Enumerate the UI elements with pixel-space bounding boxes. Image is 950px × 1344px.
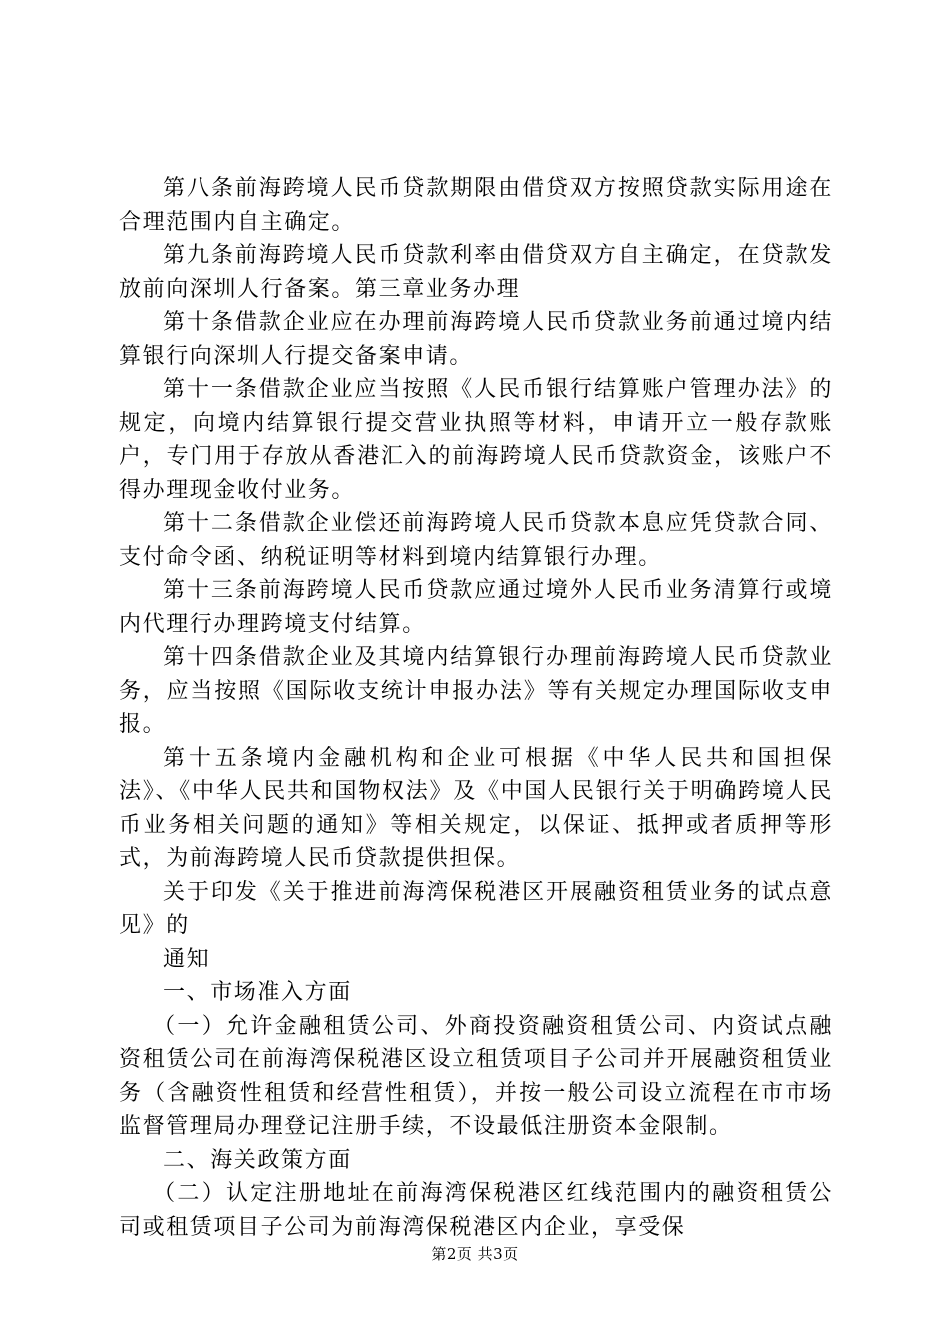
paragraph-article-13: 第十三条前海跨境人民币贷款应通过境外人民币业务清算行或境内代理行办理跨境支付结算。 [119, 578, 833, 637]
paragraph-article-11: 第十一条借款企业应当按照《人民币银行结算账户管理办法》的规定，向境内结算银行提交营业执照等材料，申请开立一般存款账户，专门用于存放从香港汇入的前海跨境人民币贷款资金，该账户不得办理现金收付业务。 [119, 377, 833, 503]
notice-title-line-1: 关于印发《关于推进前海湾保税港区开展融资租赁业务的试点意见》的 [119, 879, 833, 938]
paragraph-article-9: 第九条前海跨境人民币贷款利率由借贷双方自主确定，在贷款发放前向深圳人行备案。第三章业务办理 [119, 243, 833, 302]
section-heading-customs-policy: 二、海关政策方面 [163, 1147, 352, 1173]
section-heading-market-access: 一、市场准入方面 [163, 980, 352, 1005]
paragraph-article-15: 第十五条境内金融机构和企业可根据《中华人民共和国担保法》、《中华人民共和国物权法》及《中国人民银行关于明确跨境人民币业务相关问题的通知》等相关规定，以保证、抵押或者质押等形式，为前海跨境人民币贷款提供担保。 [119, 745, 833, 871]
notice-title-line-2: 通知 [163, 946, 211, 972]
document-body [119, 172, 833, 1244]
paragraph-article-10: 第十条借款企业应在办理前海跨境人民币贷款业务前通过境内结算银行向深圳人行提交备案申请。 [119, 310, 833, 369]
page-number-footer: 第2页 共3页 [431, 1245, 519, 1263]
paragraph-item-2: （二）认定注册地址在前海湾保税港区红线范围内的融资租赁公司或租赁项目子公司为前海湾保税港区内企业，享受保 [119, 1181, 833, 1240]
paragraph-article-8: 第八条前海跨境人民币贷款期限由借贷双方按照贷款实际用途在合理范围内自主确定。 [119, 176, 833, 235]
paragraph-article-12: 第十二条借款企业偿还前海跨境人民币贷款本息应凭贷款合同、支付命令函、纳税证明等材料到境内结算银行办理。 [119, 511, 833, 570]
paragraph-item-1: （一）允许金融租赁公司、外商投资融资租赁公司、内资试点融资租赁公司在前海湾保税港区设立租赁项目子公司并开展融资租赁业务（含融资性租赁和经营性租赁），并按一般公司设立流程在市市场监督管理局办理登记注册手续，不设最低注册资本金限制。 [119, 1013, 833, 1139]
paragraph-article-14: 第十四条借款企业及其境内结算银行办理前海跨境人民币贷款业务，应当按照《国际收支统计申报办法》等有关规定办理国际收支申报。 [119, 645, 833, 737]
